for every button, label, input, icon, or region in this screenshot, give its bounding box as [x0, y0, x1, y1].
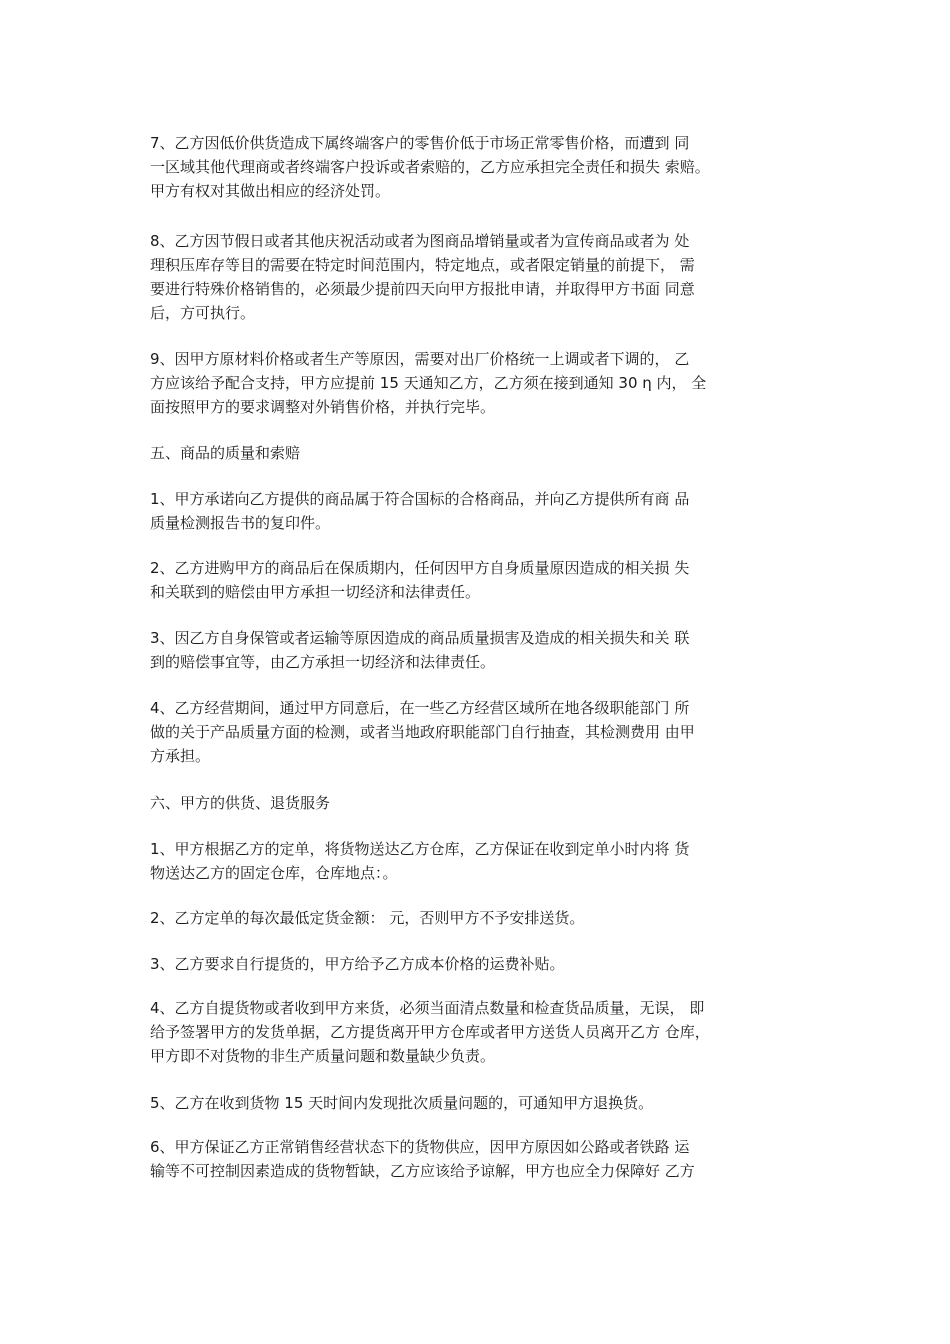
text-line: 和关联到的赔偿由甲方承担一切经济和法律责任。	[150, 583, 481, 601]
text-line: 5、乙方在收到货物 15 天时间内发现批次质量问题的，可通知甲方退换货。	[150, 1094, 654, 1112]
text-line: 3、因乙方自身保管或者运输等原因造成的商品质量损害及造成的相关损失和关 联	[150, 629, 690, 647]
text-line: 1、甲方承诺向乙方提供的商品属于符合国标的合格商品，并向乙方提供所有商 品	[150, 490, 690, 508]
clause-6-4-receipt-check	[150, 996, 810, 1068]
text-line: 输等不可控制因素造成的货物暂缺，乙方应该给予谅解，甲方也应全力保障好 乙方	[150, 1162, 695, 1180]
clause-5-1-quality-promise	[150, 487, 810, 535]
section-5-heading	[150, 441, 810, 465]
text-line: 理积压库存等目的需要在特定时间范围内，特定地点，或者限定销量的前提下， 需	[150, 256, 695, 274]
text-line: 质量检测报告书的复印件。	[150, 514, 331, 532]
text-line: 9、因甲方原材料价格或者生产等原因，需要对出厂价格统一上调或者下调的， 乙	[150, 350, 690, 368]
clause-6-1-delivery	[150, 837, 810, 885]
text-line: 7、乙方因低价供货造成下属终端客户的零售价低于市场正常零售价格，而遭到 同	[150, 134, 690, 152]
text-line: 3、乙方要求自行提货的，甲方给予乙方成本价格的运费补贴。	[150, 955, 565, 973]
section-heading: 六、甲方的供货、退货服务	[150, 794, 331, 812]
text-line: 一区域其他代理商或者终端客户投诉或者索赔的，乙方应承担完全责任和损失 索赔。	[150, 158, 710, 176]
text-line: 面按照甲方的要求调整对外销售价格，并执行完毕。	[150, 398, 496, 416]
text-line: 到的赔偿事宜等，由乙方承担一切经济和法律责任。	[150, 653, 496, 671]
text-line: 2、乙方定单的每次最低定货金额： 元，否则甲方不予安排送货。	[150, 909, 585, 927]
clause-9-price-adjustment	[150, 347, 810, 419]
text-line: 要进行特殊价格销售的，必须最少提前四天向甲方报批申请，并取得甲方书面 同意	[150, 280, 695, 298]
text-line: 后，方可执行。	[150, 304, 256, 322]
section-6-heading	[150, 791, 810, 815]
clause-6-6-supply-guarantee	[150, 1135, 810, 1183]
text-line: 1、甲方根据乙方的定单，将货物送达乙方仓库，乙方保证在收到定单小时内将 货	[150, 840, 690, 858]
clause-5-4-inspection-fee	[150, 696, 810, 768]
text-line: 方承担。	[150, 747, 211, 765]
clause-5-3-storage-damage	[150, 626, 810, 674]
clause-5-2-warranty	[150, 556, 810, 604]
text-line: 8、乙方因节假日或者其他庆祝活动或者为图商品增销量或者为宣传商品或者为 处	[150, 232, 690, 250]
text-line: 做的关于产品质量方面的检测，或者当地政府职能部门自行抽查，其检测费用 由甲	[150, 723, 695, 741]
text-line: 2、乙方进购甲方的商品后在保质期内，任何因甲方自身质量原因造成的相关损 失	[150, 559, 690, 577]
clause-8-special-pricing	[150, 229, 810, 325]
text-line: 4、乙方自提货物或者收到甲方来货，必须当面清点数量和检查货品质量，无误， 即	[150, 999, 705, 1017]
section-heading: 五、商品的质量和索赔	[150, 444, 301, 462]
clause-6-5-returns	[150, 1091, 810, 1115]
clause-7-price-complaint	[150, 131, 810, 203]
clause-6-2-minimum-order	[150, 906, 810, 930]
text-line: 4、乙方经营期间，通过甲方同意后，在一些乙方经营区域所在地各级职能部门 所	[150, 699, 690, 717]
clause-6-3-freight-subsidy	[150, 952, 810, 976]
text-line: 甲方即不对货物的非生产质量问题和数量缺少负责。	[150, 1047, 496, 1065]
text-line: 方应该给予配合支持，甲方应提前 15 天通知乙方，乙方须在接到通知 30 η 内， 全	[150, 374, 707, 392]
text-line: 物送达乙方的固定仓库，仓库地点：。	[150, 864, 398, 882]
text-line: 甲方有权对其做出相应的经济处罚。	[150, 182, 391, 200]
text-line: 给予签署甲方的发货单据，乙方提货离开甲方仓库或者甲方送货人员离开乙方 仓库，	[150, 1023, 710, 1041]
text-line: 6、甲方保证乙方正常销售经营状态下的货物供应，因甲方原因如公路或者铁路 运	[150, 1138, 690, 1156]
